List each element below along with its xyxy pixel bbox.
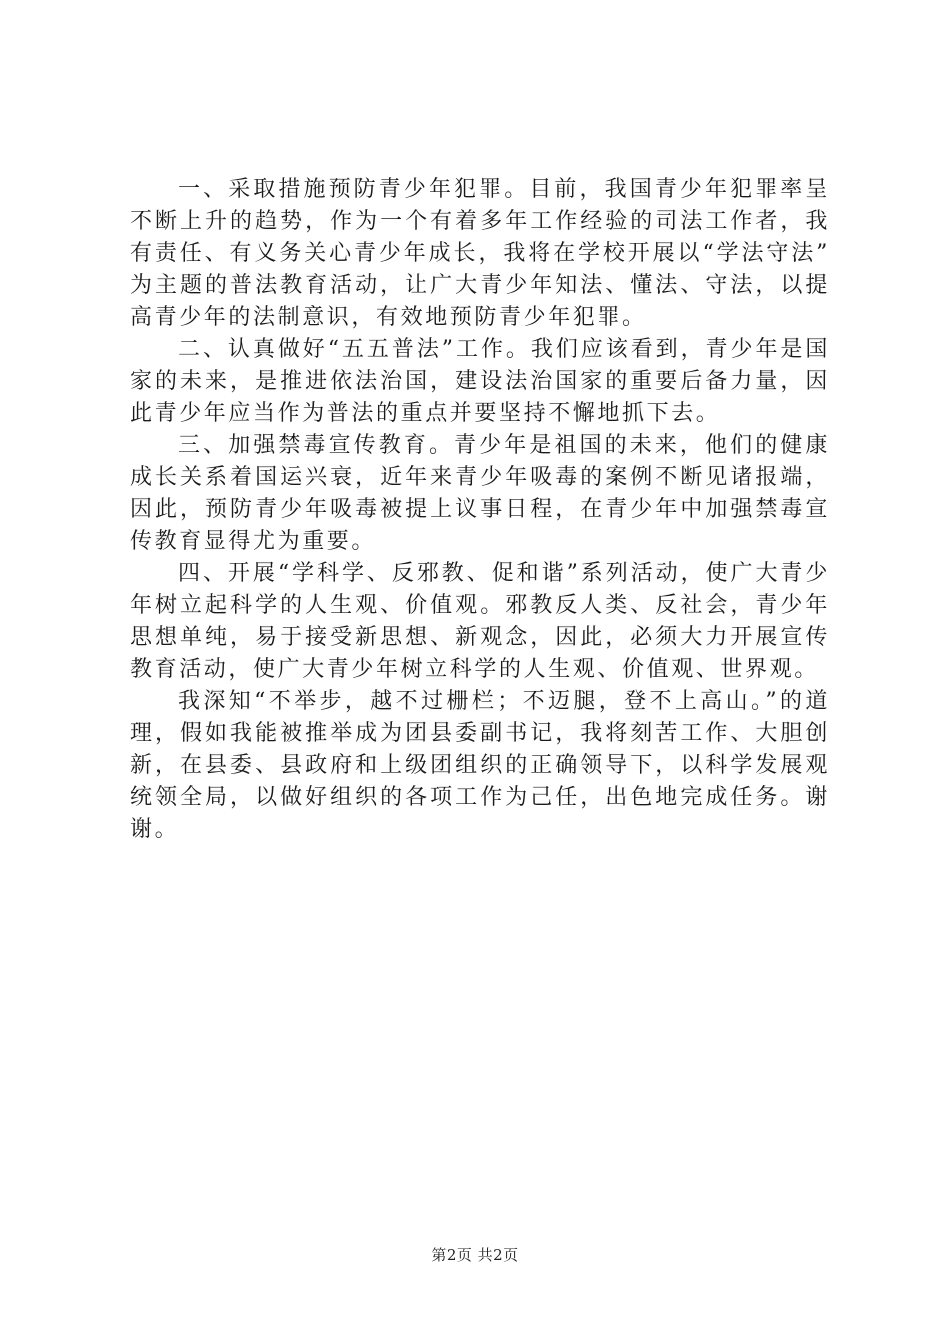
paragraph-closing: 我深知“不举步，越不过栅栏；不迈腿，登不上高山。”的道理，假如我能被推举成为团县委副书记，我将刻苦工作、大胆创新，在县委、县政府和上级团组织的正确领导下，以科学发展观统领全局，以做好组织的各项工作为己任，出色地完成任务。谢谢。 [130,689,830,842]
paragraph-anti-drug: 三、加强禁毒宣传教育。青少年是祖国的未来，他们的健康成长关系着国运兴衰，近年来青少年吸毒的案例不断见诸报端，因此，预防青少年吸毒被提上议事日程，在青少年中加强禁毒宣传教育显得尤为重要。 [130,433,830,554]
paragraph-prevent-juvenile-crime: 一、采取措施预防青少年犯罪。目前，我国青少年犯罪率呈不断上升的趋势，作为一个有着多年工作经验的司法工作者，我有责任、有义务关心青少年成长，我将在学校开展以“学法守法”为主题的普法教育活动，让广大青少年知法、懂法、守法，以提高青少年的法制意识，有效地预防青少年犯罪。 [130,177,830,330]
page-number-footer: 第2页 共2页 [431,1246,519,1264]
paragraph-legal-education: 二、认真做好“五五普法”工作。我们应该看到，青少年是国家的未来，是推进依法治国，建设法治国家的重要后备力量，因此青少年应当作为普法的重点并要坚持不懈地抓下去。 [130,337,830,426]
paragraph-science-campaign: 四、开展“学科学、反邪教、促和谐”系列活动，使广大青少年树立起科学的人生观、价值观。邪教反人类、反社会，青少年思想单纯，易于接受新思想、新观念，因此，必须大力开展宣传教育活动，使广大青少年树立科学的人生观、价值观、世界观。 [130,561,830,682]
document-body [130,174,830,846]
